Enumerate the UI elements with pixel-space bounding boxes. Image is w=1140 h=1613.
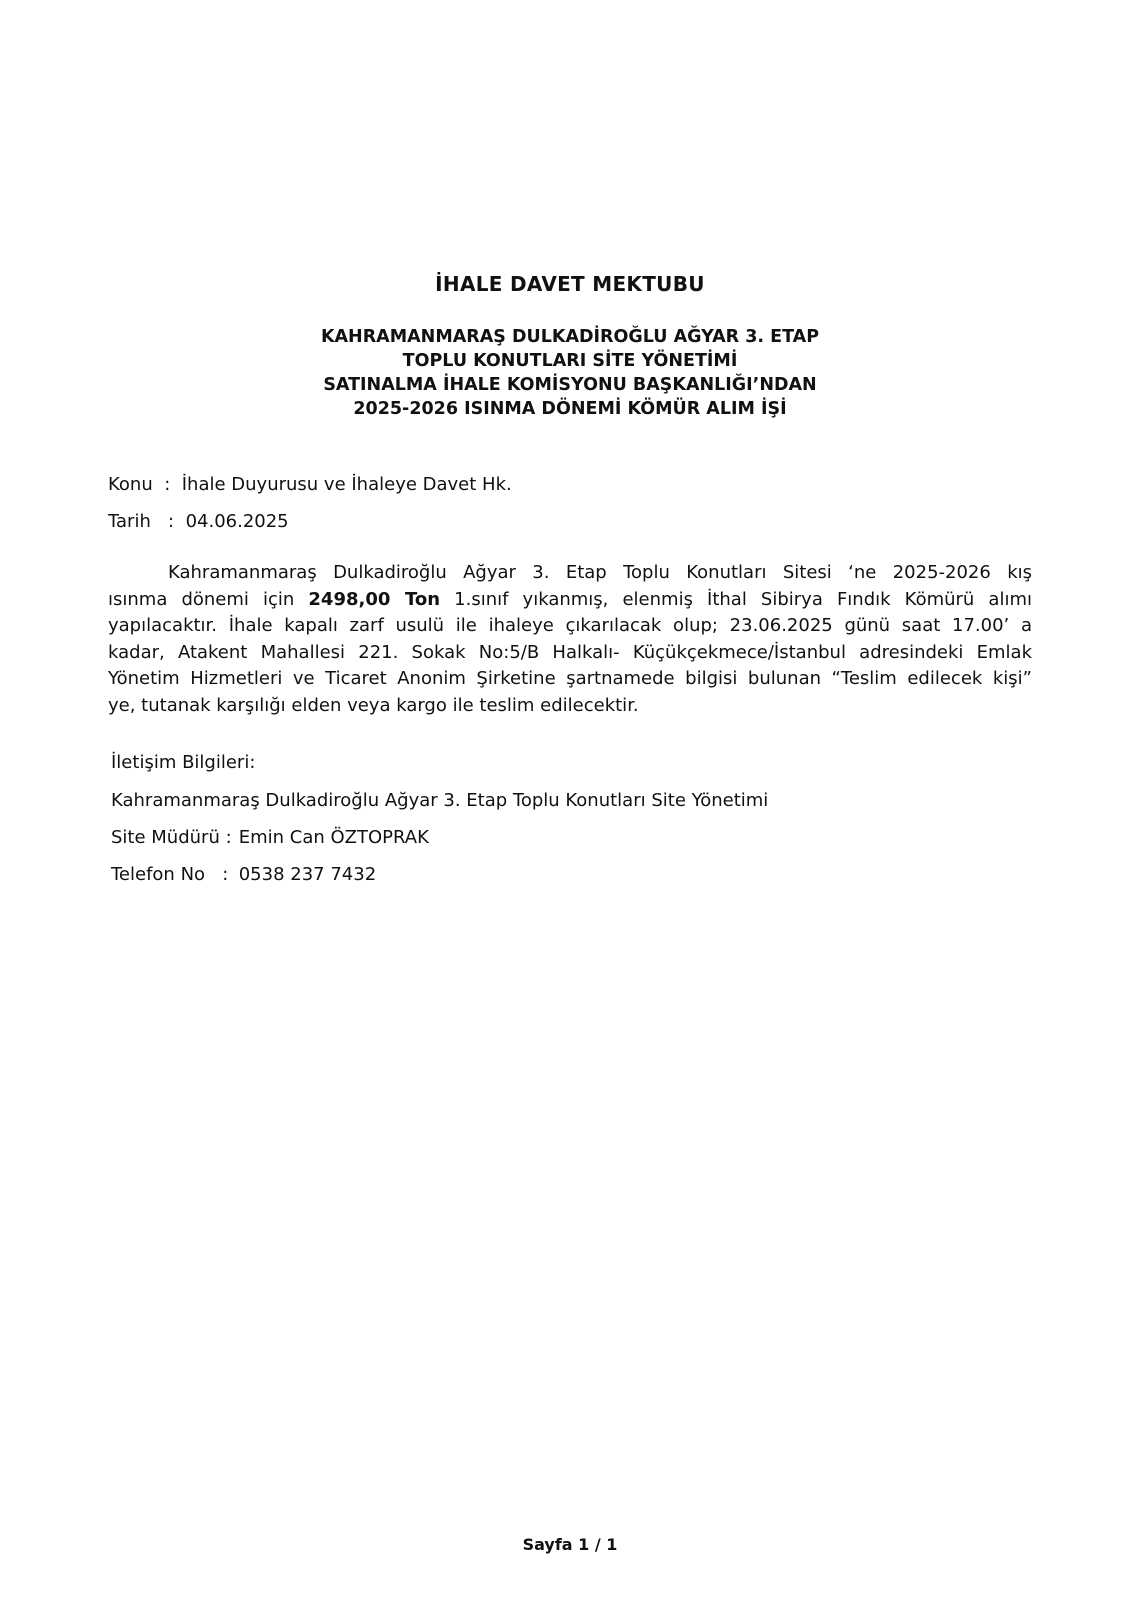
- contact-heading: İletişim Bilgileri:: [111, 752, 256, 773]
- contact-organization: Kahramanmaraş Dulkadiroğlu Ağyar 3. Etap Toplu Konutları Site Yönetimi: [111, 790, 769, 811]
- subject-separator: :: [158, 474, 176, 495]
- manager-value: Emin Can ÖZTOPRAK: [238, 827, 429, 848]
- issuer-header-line: SATINALMA İHALE KOMİSYONU BAŞKANLIĞI’NDAN: [323, 375, 817, 395]
- body-line: kadar, Atakent Mahallesi 221. Sokak No:5/B Halkalı- Küçükçekmece/İstanbul adresindeki Emlak: [108, 641, 1032, 663]
- issuer-header: [0, 325, 1140, 421]
- issuer-header-line: KAHRAMANMARAŞ DULKADİROĞLU AĞYAR 3. ETAP: [320, 327, 820, 347]
- body-line: Yönetim Hizmetleri ve Ticaret Anonim Şirketine şartnamede bilgisi bulunan “Teslim edilecek kişi”: [108, 668, 1032, 689]
- page-number: Sayfa 1 / 1: [522, 1535, 618, 1554]
- phone-value: 0538 237 7432: [238, 864, 377, 885]
- body-line: [108, 587, 1032, 614]
- body-line: ye, tutanak karşılığı elden veya kargo ile teslim edilecektir.: [108, 694, 639, 716]
- issuer-header-line: TOPLU KONUTLARI SİTE YÖNETİMİ: [402, 351, 738, 371]
- phone-row: [111, 864, 376, 885]
- manager-label: Site Müdürü :: [111, 827, 232, 848]
- issuer-header-line: 2025-2026 ISINMA DÖNEMİ KÖMÜR ALIM İŞİ: [353, 399, 787, 419]
- date-label: Tarih: [108, 511, 151, 532]
- date-separator: :: [156, 511, 180, 532]
- quantity-highlight: 2498,00 Ton: [308, 588, 441, 610]
- subject-row: [108, 474, 512, 495]
- body-text: 1.sınıf yıkanmış, elenmiş İthal Sibirya Fındık Kömürü alımı: [454, 588, 1032, 610]
- date-row: [108, 511, 289, 532]
- manager-row: [111, 827, 429, 848]
- date-value: 04.06.2025: [185, 511, 289, 532]
- body-text: ısınma dönemi için: [108, 588, 295, 610]
- body-line: Kahramanmaraş Dulkadiroğlu Ağyar 3. Etap Toplu Konutları Sitesi ‘ne 2025-2026 kış: [168, 562, 1032, 583]
- phone-label: Telefon No :: [111, 864, 229, 885]
- body-line: yapılacaktır. İhale kapalı zarf usulü ile ihaleye çıkarılacak olup; 23.06.2025 günü saat 17.00’ a: [108, 615, 1032, 636]
- subject-label: Konu: [108, 474, 153, 495]
- body-paragraph: [108, 560, 1032, 719]
- subject-value: İhale Duyurusu ve İhaleye Davet Hk.: [181, 474, 512, 495]
- document-title: İHALE DAVET MEKTUBU: [435, 272, 705, 296]
